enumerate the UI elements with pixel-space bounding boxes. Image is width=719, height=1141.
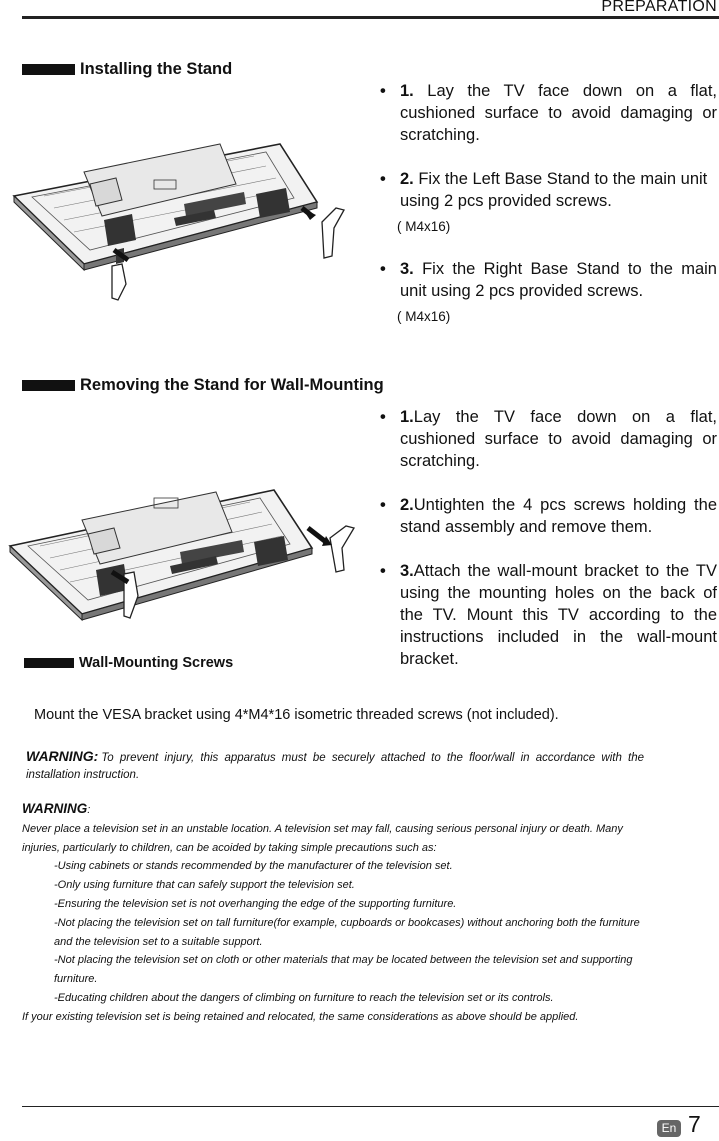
install-stand-illustration [4, 104, 360, 304]
wall-screws-title-text: Wall-Mounting Screws [79, 655, 234, 671]
install-step-3 [380, 258, 717, 302]
warning-item: -Using cabinets or stands recommended by the manufacturer of the television set. [54, 860, 453, 873]
install-step-1 [380, 80, 717, 146]
title-bar [24, 658, 74, 668]
warning-label: WARNING [22, 801, 88, 816]
warning-box-2 [22, 800, 647, 1027]
remove-step-3 [380, 560, 717, 670]
screw-spec: ( M4x16) [397, 309, 451, 324]
step-text: Fix the Right Base Stand to the main unit using 2 pcs provided screws. [400, 260, 717, 300]
step-number: 3. [400, 562, 414, 580]
step-number: 2. [400, 496, 414, 514]
removing-steps [380, 406, 717, 670]
warning-outro: If your existing television set is being retained and relocated, the same considerations as above should be applied. [22, 1010, 579, 1023]
step-text: Fix the Left Base Stand to the main unit using 2 pcs provided screws. [400, 170, 708, 210]
removing-title-text: Removing the Stand for Wall-Mounting [80, 376, 384, 394]
bullet: • [380, 496, 386, 514]
bottom-rule [22, 1106, 719, 1107]
wall-screws-title [24, 655, 233, 671]
remove-step-2 [380, 494, 717, 538]
warning-label: WARNING: [26, 748, 99, 764]
step-number: 2. [400, 170, 414, 188]
bullet: • [380, 260, 386, 278]
step-text: Lay the TV face down on a flat, cushioned surface to avoid damaging or scratching. [400, 408, 717, 470]
warning-intro: Never place a television set in an unstable location. A television set may fall, causing serious personal injury or death. Many injuries, particularly to children, can be acoided by taking simple precautions such as: [22, 822, 623, 854]
installing-section-title [22, 60, 232, 79]
remove-step-1 [380, 406, 717, 472]
title-bar [22, 380, 75, 391]
remove-stand-illustration [4, 448, 360, 648]
top-rule [22, 16, 719, 19]
title-bar [22, 64, 75, 75]
screw-spec: ( M4x16) [397, 219, 451, 234]
step-number: 1. [400, 82, 414, 100]
page-number: 7 [688, 1111, 701, 1137]
bullet: • [380, 408, 386, 426]
bullet: • [380, 82, 386, 100]
installing-title-text: Installing the Stand [80, 60, 233, 78]
warning-item: -Ensuring the television set is not overhanging the edge of the supporting furniture. [54, 897, 457, 910]
warning-item: -Not placing the television set on cloth or other materials that may be located between the television set and supporting furniture. [54, 954, 633, 986]
warning-item: -Not placing the television set on tall furniture(for example, cupboards or bookcases) without anchoring both the furniture and the television set to a suitable support. [54, 916, 640, 948]
step-text: Lay the TV face down on a flat, cushioned surface to avoid damaging or scratching. [400, 82, 717, 144]
step-number: 1. [400, 408, 414, 426]
language-badge: En [657, 1120, 681, 1137]
step-number: 3. [400, 260, 414, 278]
step-text: Attach the wall-mount bracket to the TV using the mounting holes on the back of the TV. Mount this TV according to the instructions included in the wall-mount bracket. [400, 562, 717, 668]
warning-item: -Educating children about the dangers of climbing on furniture to reach the television set or its controls. [54, 991, 554, 1004]
vesa-text: Mount the VESA bracket using 4*M4*16 isometric threaded screws (not included). [34, 707, 559, 723]
install-step-2 [380, 168, 717, 212]
page-header: PREPARATION [601, 0, 717, 15]
warning-colon: : [87, 804, 91, 816]
step-text: Untighten the 4 pcs screws holding the stand assembly and remove them. [400, 496, 717, 536]
installing-steps [380, 80, 717, 328]
removing-section-title [22, 376, 384, 395]
warning-box-1 [26, 748, 644, 784]
warning-item: -Only using furniture that can safely support the television set. [54, 879, 355, 892]
bullet: • [380, 170, 386, 188]
warning-text: To prevent injury, this apparatus must be securely attached to the floor/wall in accordance with the installation instruction. [26, 752, 644, 781]
bullet: • [380, 562, 386, 580]
